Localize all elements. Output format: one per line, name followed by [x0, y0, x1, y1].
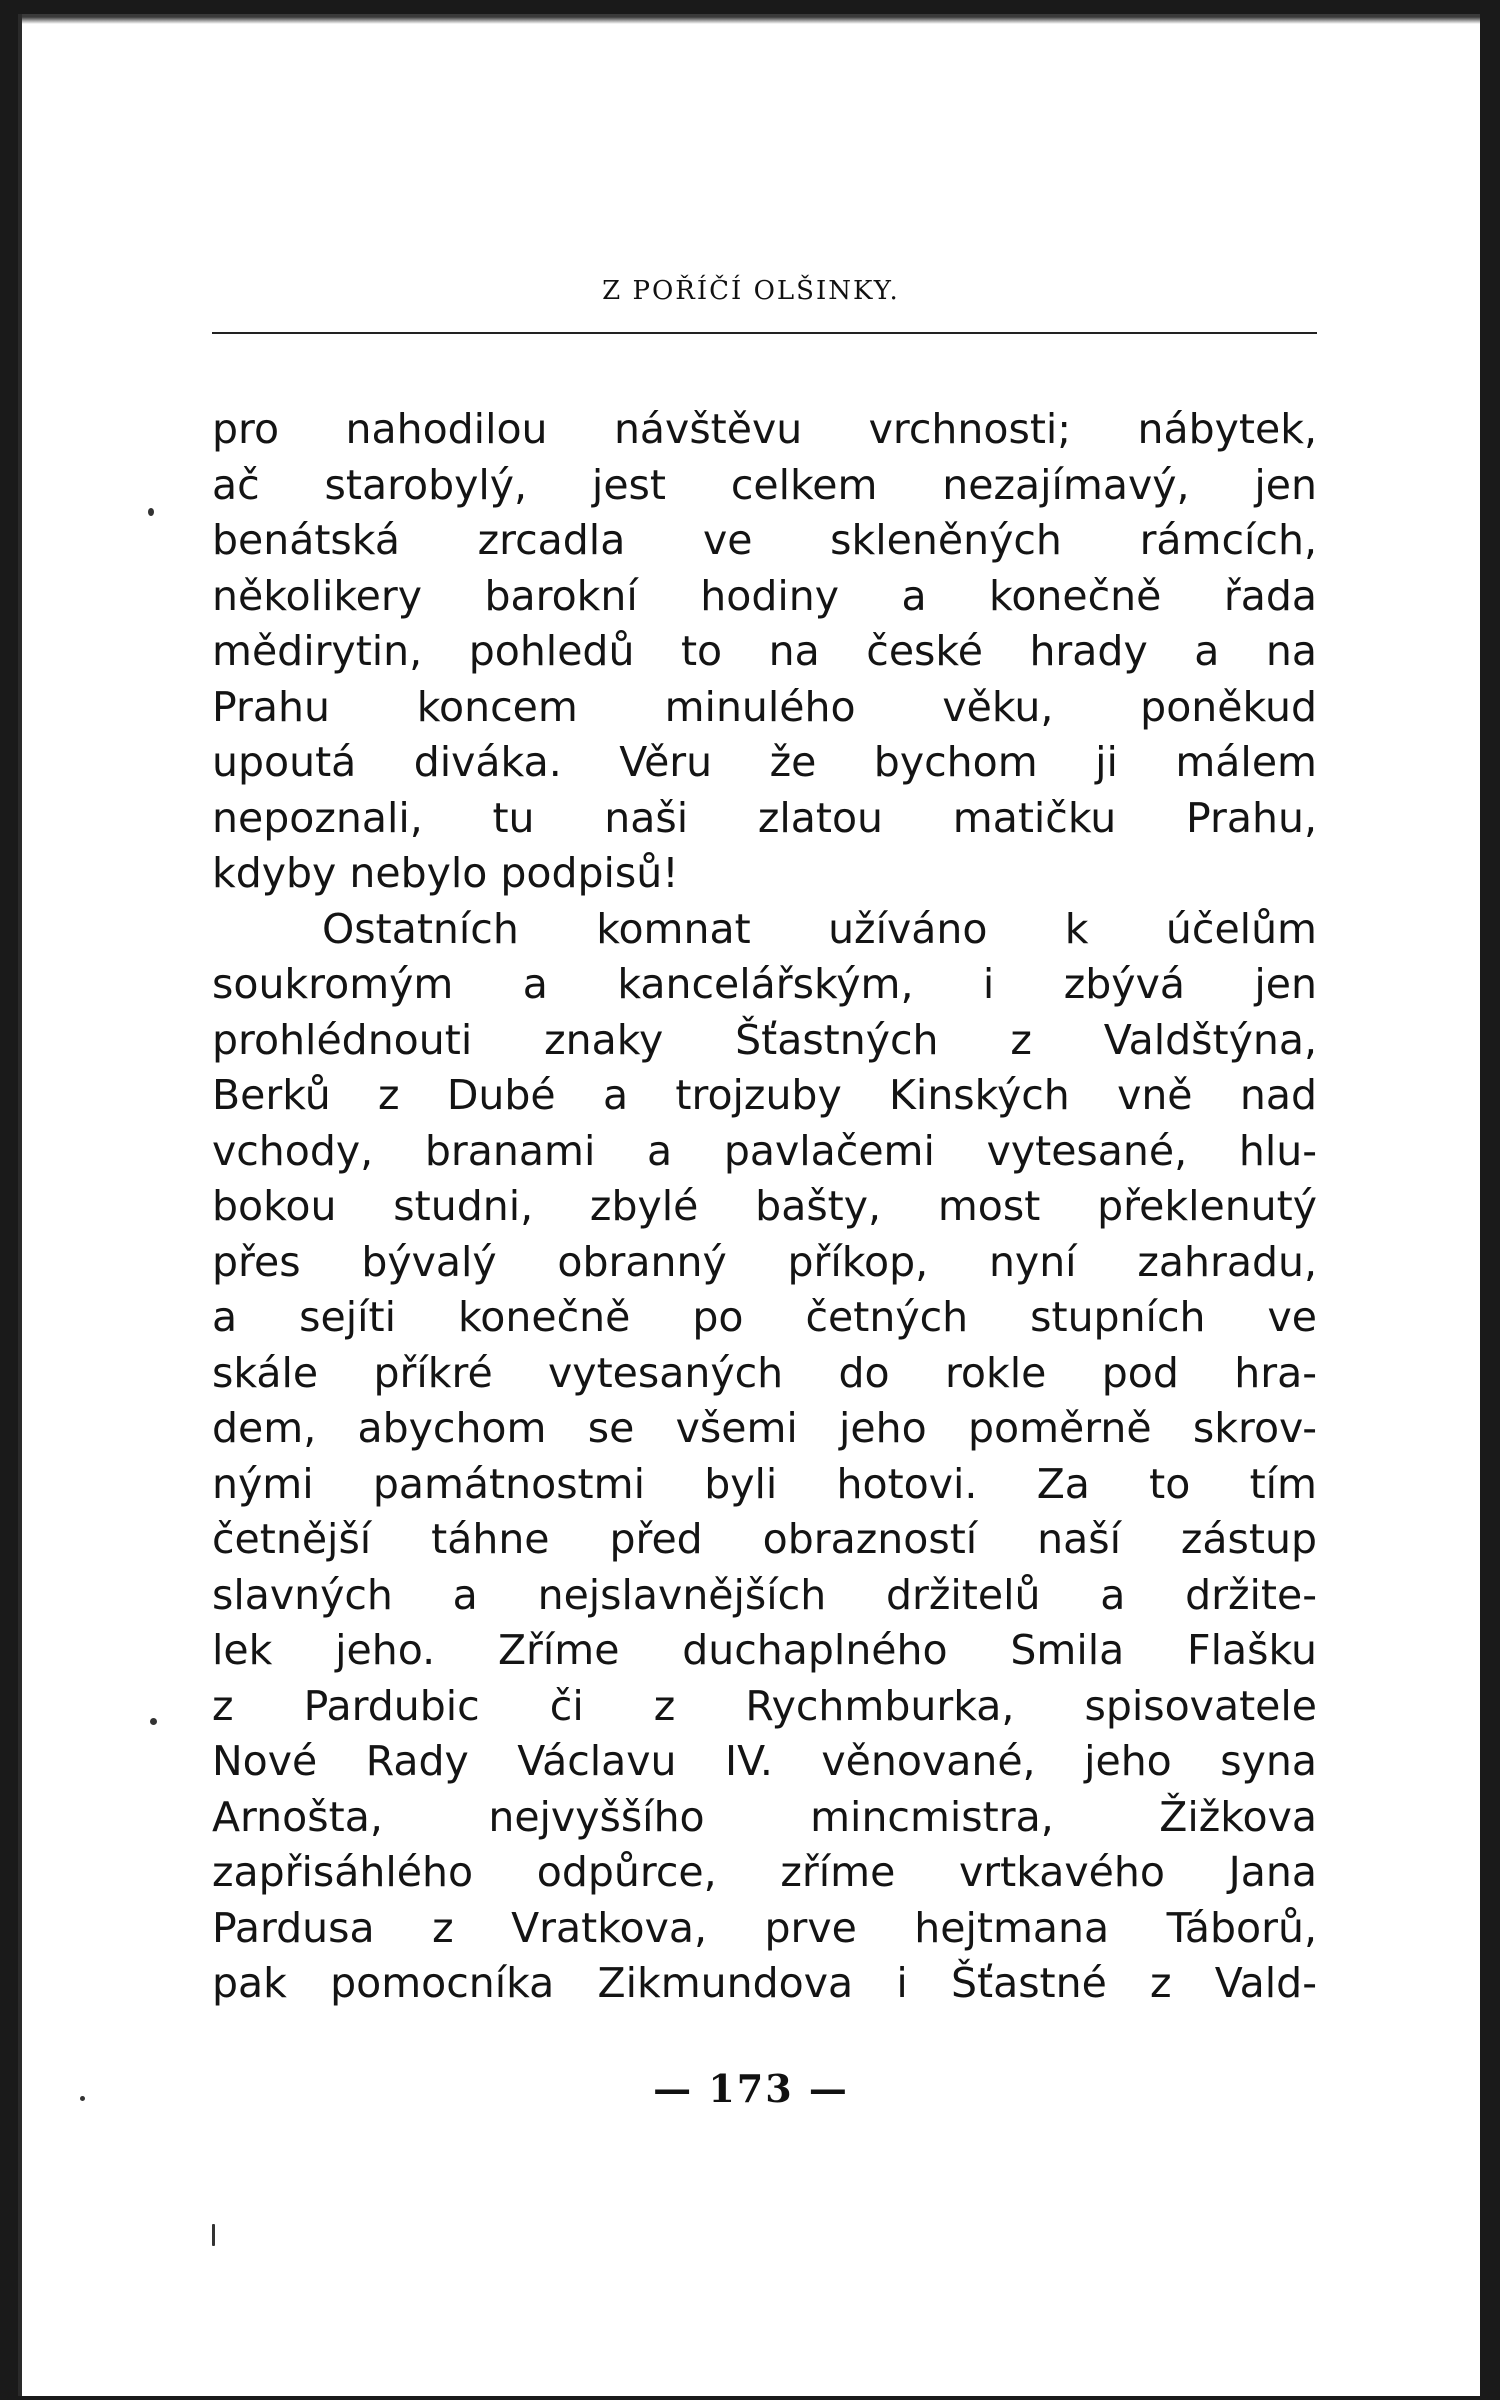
text-line: soukromým a kancelářským, i zbývá jen: [212, 960, 1317, 1008]
text-line: kdyby nebylo podpisů!: [212, 849, 679, 897]
ink-speck: [80, 2096, 85, 2101]
text-line: benátská zrcadla ve skleněných rámcích,: [212, 516, 1317, 564]
text-line: pro nahodilou návštěvu vrchnosti; nábytek,: [212, 405, 1317, 453]
ink-speck: [212, 2224, 215, 2246]
text-line: upoutá diváka. Věru že bychom ji málem: [212, 738, 1317, 786]
text-line: přes bývalý obranný příkop, nyní zahradu,: [212, 1237, 1317, 1286]
text-line: Pardusa z Vratkova, prve hejtmana Táborů,: [212, 1903, 1317, 1952]
text-line: vchody, branami a pavlačemi vytesané, hlu-: [212, 1126, 1317, 1175]
ink-speck: [150, 1718, 157, 1725]
text-line: Nové Rady Václavu IV. věnované, jeho syna: [212, 1737, 1317, 1785]
text-line: Berků z Dubé a trojzuby Kinských vně nad: [212, 1071, 1317, 1119]
page-number: — 173 —: [653, 2066, 849, 2111]
text-line: dem, abychom se všemi jeho poměrně skrov-: [212, 1404, 1317, 1452]
text-line: nými památnostmi byli hotovi. Za to tím: [212, 1459, 1317, 1508]
text-line: z Pardubic či z Rychmburka, spisovatele: [212, 1681, 1317, 1730]
text-line: ač starobylý, jest celkem nezajímavý, jen: [212, 460, 1317, 509]
text-line: četnější táhne před obrazností naší zástup: [212, 1515, 1317, 1563]
header-rule: [212, 332, 1317, 334]
text-line: Prahu koncem minulého věku, poněkud: [212, 682, 1317, 731]
text-line: lek jeho. Zříme duchaplného Smila Flašku: [212, 1626, 1317, 1674]
running-head: Z POŘÍČÍ OLŠINKY.: [602, 276, 900, 306]
text-line: a sejíti konečně po četných stupních ve: [212, 1293, 1317, 1341]
text-line: několikery barokní hodiny a konečně řada: [212, 571, 1317, 620]
text-line: pak pomocníka Zikmundova i Šťastné z Vald-: [212, 1959, 1317, 2007]
text-line: nepoznali, tu naši zlatou matičku Prahu,: [212, 793, 1317, 842]
ink-speck: [148, 508, 154, 516]
text-line: zapřisáhlého odpůrce, zříme vrtkavého Jana: [212, 1848, 1317, 1896]
text-line: Ostatních komnat užíváno k účelům: [322, 904, 1317, 953]
text-line: slavných a nejslavnějších držitelů a držite-: [212, 1570, 1317, 1619]
page-top-edge: [22, 14, 1480, 24]
body-text: [212, 402, 1317, 2012]
text-line: mědirytin, pohledů to na české hrady a na: [212, 627, 1317, 675]
book-page: [18, 14, 1480, 2396]
text-line: skále příkré vytesaných do rokle pod hra-: [212, 1348, 1317, 1397]
text-line: prohlédnouti znaky Šťastných z Valdštýna,: [212, 1015, 1317, 1064]
text-line: Arnošta, nejvyššího mincmistra, Žižkova: [212, 1792, 1317, 1841]
text-line: bokou studni, zbylé bašty, most překlenutý: [212, 1182, 1317, 1230]
